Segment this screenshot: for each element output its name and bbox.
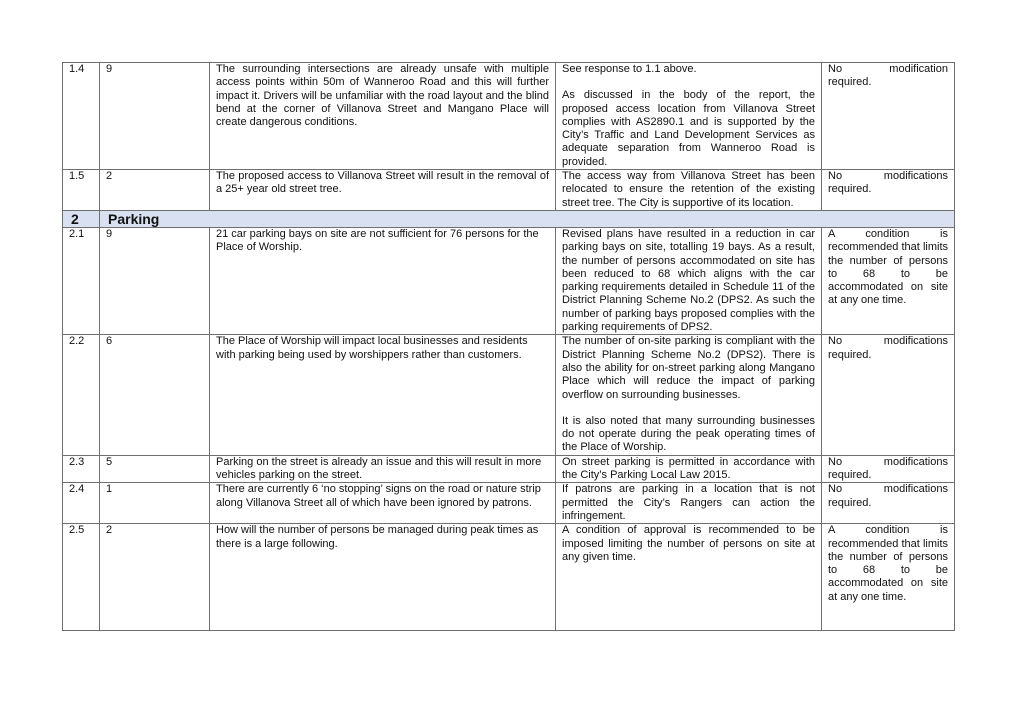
item-number-cell: 2.5 bbox=[63, 524, 100, 631]
submission-cell: How will the number of persons be managed during peak times as there is a large following. bbox=[210, 524, 556, 631]
submission-count-cell: 9 bbox=[100, 227, 210, 334]
submission-count-cell: 2 bbox=[100, 524, 210, 631]
response-cell: On street parking is permitted in accordance with the City’s Parking Local Law 2015. bbox=[556, 455, 822, 483]
recommendation-cell: No modifications required. bbox=[822, 335, 955, 455]
table-row bbox=[63, 524, 955, 631]
submission-count-cell: 2 bbox=[100, 170, 210, 211]
response-cell bbox=[556, 63, 822, 170]
submissions-table bbox=[62, 62, 955, 631]
section-title: Parking bbox=[100, 210, 955, 227]
submission-count-cell: 6 bbox=[100, 335, 210, 455]
table-row bbox=[63, 483, 955, 524]
recommendation-cell: No modifications required. bbox=[822, 170, 955, 211]
submission-cell: The proposed access to Villanova Street will result in the removal of a 25+ year old street tree. bbox=[210, 170, 556, 211]
item-number-cell: 2.4 bbox=[63, 483, 100, 524]
submission-count-cell: 1 bbox=[100, 483, 210, 524]
submission-cell: The surrounding intersections are already unsafe with multiple access points within 50m of Wanneroo Road and this will further impact it. Drivers will be unfamiliar with the road layout and the blind bend at the corner of Villanova Street and Mangano Place will create dangerous conditions. bbox=[210, 63, 556, 170]
response-paragraph: It is also noted that many surrounding businesses do not operate during the peak operating times of the Place of Worship. bbox=[562, 414, 815, 454]
recommendation-cell: No modifications required. bbox=[822, 455, 955, 483]
paragraph-gap bbox=[562, 76, 815, 89]
submission-cell: There are currently 6 ‘no stopping’ signs on the road or nature strip along Villanova Street all of which have been ignored by patrons. bbox=[210, 483, 556, 524]
recommendation-cell: A condition is recommended that limits the number of persons to 68 to be accommodated on site at any one time. bbox=[822, 227, 955, 334]
table-row bbox=[63, 335, 955, 455]
response-cell bbox=[556, 335, 822, 455]
table-row bbox=[63, 170, 955, 211]
recommendation-cell: A condition is recommended that limits the number of persons to 68 to be accommodated on site at any one time. bbox=[822, 524, 955, 631]
response-cell: The access way from Villanova Street has been relocated to ensure the retention of the existing street tree. The City is supportive of its location. bbox=[556, 170, 822, 211]
item-number-cell: 1.5 bbox=[63, 170, 100, 211]
submission-cell: Parking on the street is already an issue and this will result in more vehicles parking on the street. bbox=[210, 455, 556, 483]
response-cell: Revised plans have resulted in a reduction in car parking bays on site, totalling 19 bays. As a result, the number of persons accommodated on site has been reduced to 68 which aligns with the car parking requirements detailed in Schedule 11 of the District Planning Scheme No.2 (DPS2. As such the number of parking bays proposed complies with the parking requirements of DPS2. bbox=[556, 227, 822, 334]
item-number-cell: 2.1 bbox=[63, 227, 100, 334]
item-number-cell: 2.2 bbox=[63, 335, 100, 455]
section-number: 2 bbox=[63, 210, 100, 227]
submission-count-cell: 5 bbox=[100, 455, 210, 483]
recommendation-cell: No modification required. bbox=[822, 63, 955, 170]
item-number-cell: 1.4 bbox=[63, 63, 100, 170]
recommendation-cell: No modifications required. bbox=[822, 483, 955, 524]
response-paragraph: The number of on-site parking is compliant with the District Planning Scheme No.2 (DPS2). There is also the ability for on-street parking along Mangano Place which will reduce the impact of parking overflow on surrounding businesses. bbox=[562, 335, 815, 401]
table-row bbox=[63, 63, 955, 170]
paragraph-gap bbox=[562, 402, 815, 415]
submission-cell: 21 car parking bays on site are not sufficient for 76 persons for the Place of Worship. bbox=[210, 227, 556, 334]
item-number-cell: 2.3 bbox=[63, 455, 100, 483]
submission-count-cell: 9 bbox=[100, 63, 210, 170]
response-paragraph: As discussed in the body of the report, the proposed access location from Villanova Street complies with AS2890.1 and is supported by the City’s Traffic and Land Development Services as adequate separation from Wanneroo Road is provided. bbox=[562, 89, 815, 168]
submission-cell: The Place of Worship will impact local businesses and residents with parking being used by worshippers rather than customers. bbox=[210, 335, 556, 455]
section-header-row bbox=[63, 210, 955, 227]
table-row bbox=[63, 227, 955, 334]
table-row bbox=[63, 455, 955, 483]
response-paragraph: See response to 1.1 above. bbox=[562, 63, 697, 75]
response-cell: A condition of approval is recommended to be imposed limiting the number of persons on site at any given time. bbox=[556, 524, 822, 631]
response-cell: If patrons are parking in a location that is not permitted the City’s Rangers can action the infringement. bbox=[556, 483, 822, 524]
